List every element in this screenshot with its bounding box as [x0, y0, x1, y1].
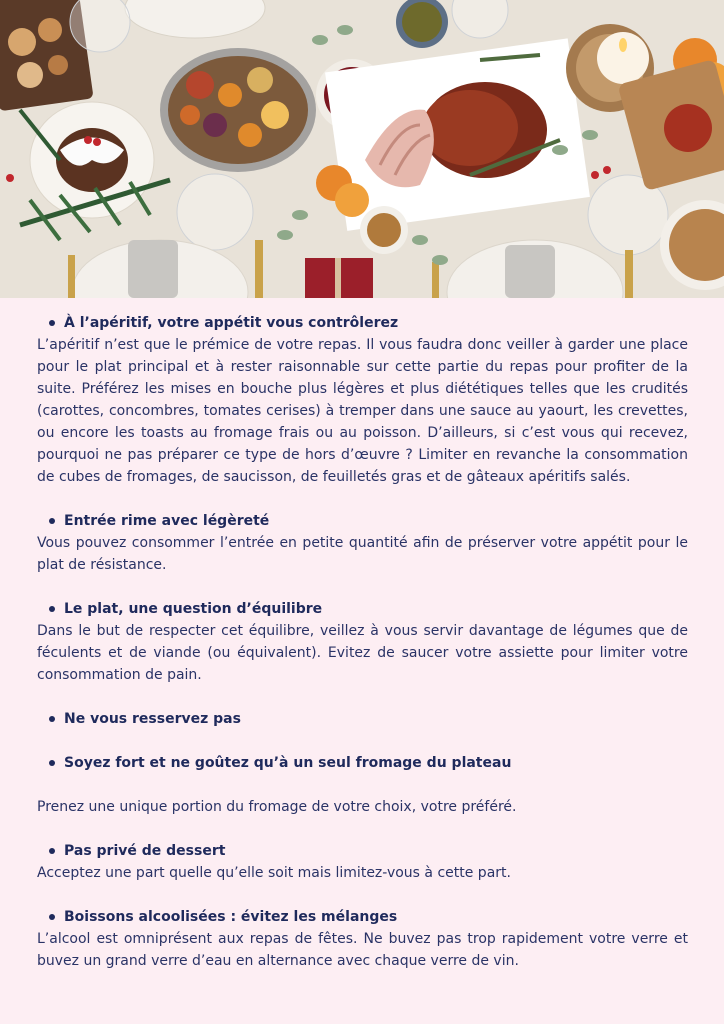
section-resservir [37, 708, 688, 730]
section-heading [37, 752, 688, 774]
section-heading [37, 312, 688, 334]
heading-text: Entrée rime avec légèreté [64, 513, 270, 529]
section-paragraph: L’apéritif n’est que le prémice de votre repas. Il vous faudra donc veiller à garder une place pour le plat principal et à rester raisonnable sur cette partie du repas pour profiter de la suite. Préférez les mises en bouche plus légères et plus diététiques telles que les crudités (carottes, concombres, tomates cerises) à tremper dans une sauce au yaourt, les crevettes, ou encore les toasts au fromage frais ou au poisson. D’ailleurs, si c’est vous qui recevez, pourquoi ne pas préparer ce type de hors d’œuvre ? Limiter en revanche la consommation de cubes de fromages, de saucisson, de feuilletés gras et de gâteaux apéritifs salés. [37, 337, 688, 485]
section-paragraph: Vous pouvez consommer l’entrée en petite quantité afin de préserver votre appétit pour le plat de résistance. [37, 535, 688, 573]
bullet-icon [49, 320, 55, 326]
section-heading [37, 840, 688, 862]
article-body [37, 312, 688, 972]
section-paragraph: L’alcool est omniprésent aux repas de fêtes. Ne buvez pas trop rapidement votre verre et buvez un grand verre d’eau en alternance avec chaque verre de vin. [37, 931, 688, 969]
section-paragraph: Dans le but de respecter cet équilibre, veillez à vous servir davantage de légumes que de féculents et de viande (ou équivalent). Evitez de saucer votre assiette pour limiter votre consommation de pain. [37, 623, 688, 683]
bullet-icon [49, 606, 55, 612]
section-heading [37, 598, 688, 620]
heading-text: À l’apéritif, votre appétit vous contrôlerez [64, 315, 399, 331]
bullet-icon [49, 914, 55, 920]
section-dessert [37, 840, 688, 884]
heading-text: Pas privé de dessert [64, 843, 226, 859]
section-boissons [37, 906, 688, 972]
bullet-icon [49, 518, 55, 524]
hero-photo [0, 0, 724, 298]
heading-text: Ne vous resservez pas [64, 711, 241, 727]
section-entree [37, 510, 688, 576]
section-paragraph: Prenez une unique portion du fromage de votre choix, votre préféré. [37, 799, 517, 815]
section-paragraph: Acceptez une part quelle qu’elle soit mais limitez-vous à cette part. [37, 865, 511, 881]
section-aperitif [37, 312, 688, 488]
section-fromage-detail [37, 796, 688, 818]
bullet-icon [49, 760, 55, 766]
heading-text: Soyez fort et ne goûtez qu’à un seul fromage du plateau [64, 755, 512, 771]
section-plat [37, 598, 688, 686]
section-heading [37, 510, 688, 532]
bullet-icon [49, 848, 55, 854]
section-heading [37, 708, 688, 730]
heading-text: Le plat, une question d’équilibre [64, 601, 323, 617]
heading-text: Boissons alcoolisées : évitez les mélanges [64, 909, 398, 925]
festive-table-illustration [0, 0, 724, 298]
section-fromage [37, 752, 688, 774]
bullet-icon [49, 716, 55, 722]
section-heading [37, 906, 688, 928]
